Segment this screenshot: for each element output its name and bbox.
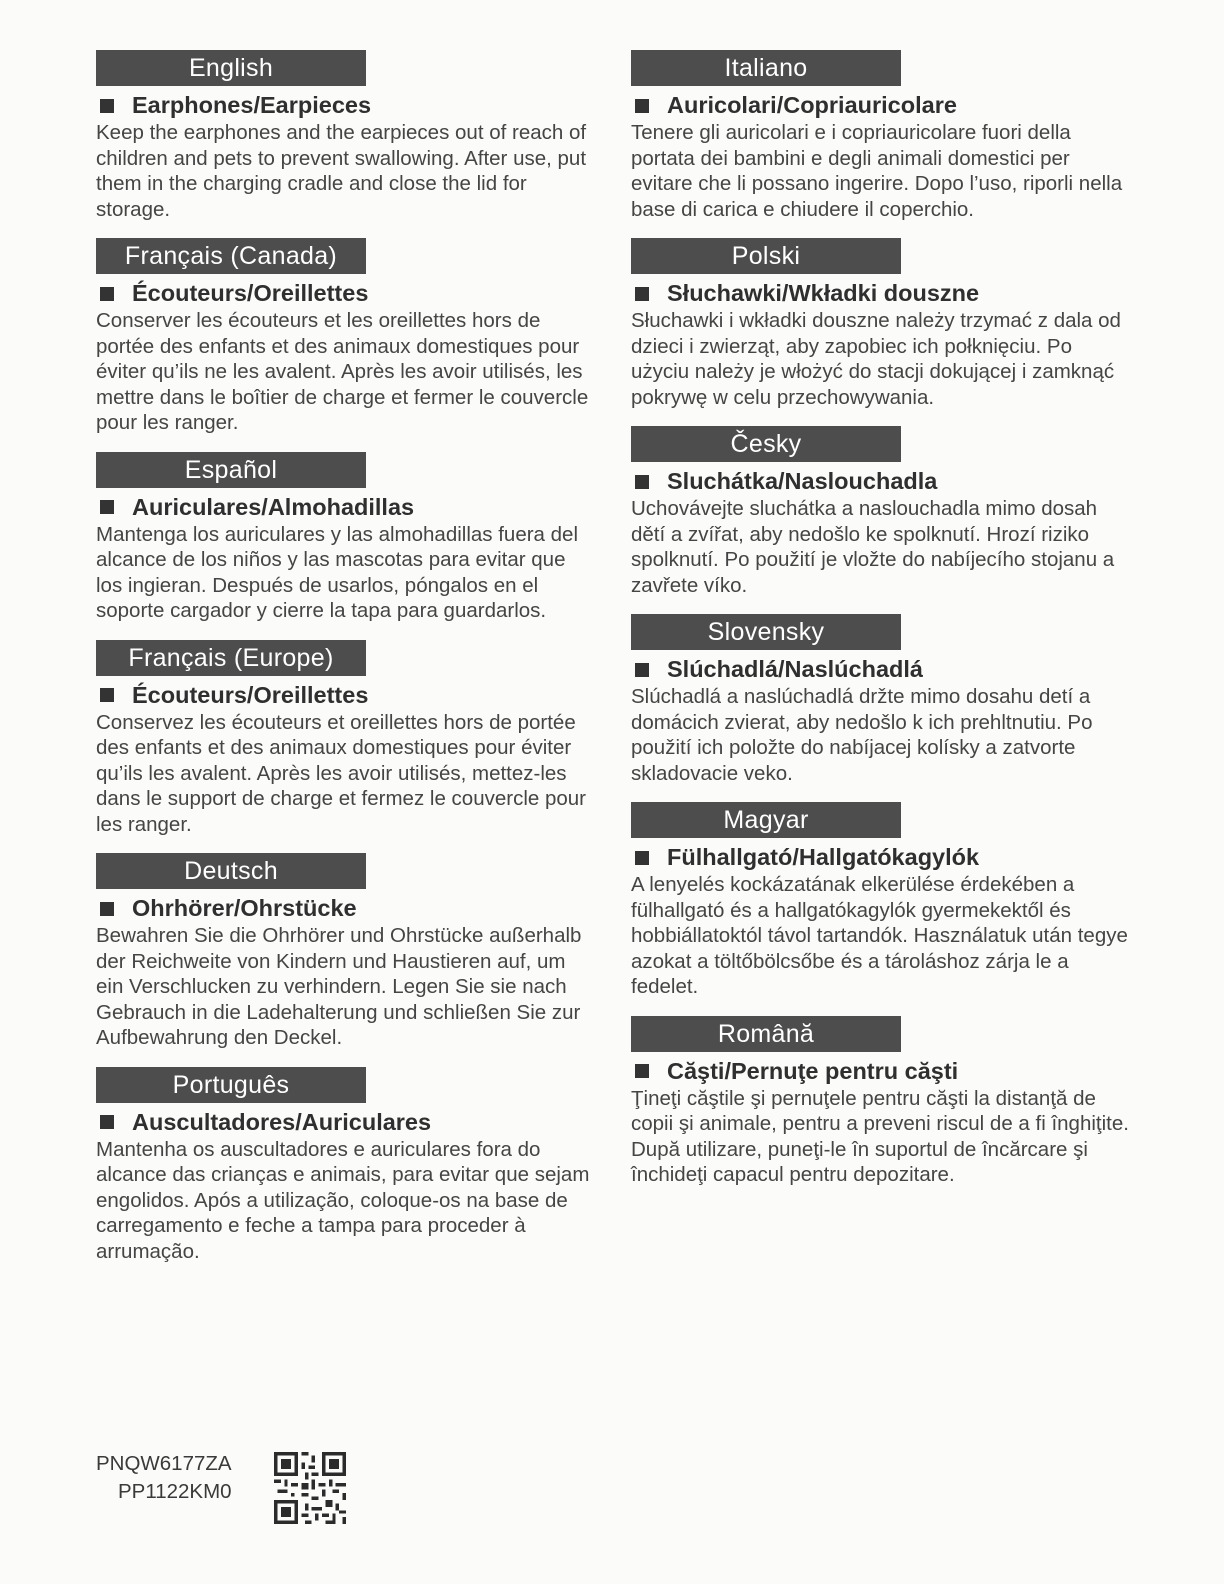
square-bullet-icon	[100, 500, 114, 514]
square-bullet-icon	[100, 1115, 114, 1129]
language-header: Español	[96, 452, 366, 488]
item-title-text: Auscultadores/Auriculares	[132, 1108, 432, 1135]
language-header: Česky	[631, 426, 901, 462]
item-title-text: Écouteurs/Oreillettes	[132, 681, 369, 708]
left-column	[96, 50, 596, 1280]
print-code: PP1122KM0	[117, 1480, 232, 1503]
item-body: Mantenga los auriculares y las almohadillas fuera del alcance de los niños y las mascotas para evitar que los ingieran. Después de usarlos, póngalos en el soporte cargador y cierre la tapa para guardarlos.	[96, 522, 579, 622]
language-header: Română	[631, 1016, 901, 1052]
item-title-text: Slúchadlá/Naslúchadlá	[667, 656, 923, 682]
section-cesky	[631, 426, 1131, 598]
item-title	[631, 844, 1131, 871]
section-slovensky	[631, 614, 1131, 786]
item-body: Slúchadlá a naslúchadlá držte mimo dosahu detí a domácich zvierat, aby nedošlo k ich prehltnutiu. Po použití ich položte do nabíjacej kolísky a zatvorte skladovacie veko.	[631, 685, 1093, 785]
item-title-text: Écouteurs/Oreillettes	[132, 280, 369, 306]
section-italiano	[631, 50, 1131, 222]
section-english	[96, 50, 596, 222]
square-bullet-icon	[635, 1064, 649, 1078]
item-title-text: Earphones/Earpieces	[132, 92, 372, 118]
right-column	[631, 50, 1131, 1204]
item-body: Bewahren Sie die Ohrhörer und Ohrstücke außerhalb der Reichweite von Kindern und Haustieren auf, um ein Verschlucken zu verhindern. Legen Sie sie nach Gebrauch in die Ladehalterung und schließen Sie zur Aufbewahrung den Deckel.	[96, 924, 582, 1049]
square-bullet-icon	[635, 475, 649, 489]
item-body: Ţineţi căştile şi pernuţele pentru căşti la distanţă de copii şi animale, pentru a preveni riscul de a fi înghiţite. După utilizare, puneţi-le în suportul de încărcare şi închideţi capacul pentru depozitare.	[631, 1086, 1129, 1186]
section-magyar	[631, 802, 1131, 1000]
item-title	[631, 280, 1131, 307]
language-header: Português	[96, 1067, 366, 1103]
section-romana	[631, 1016, 1131, 1188]
section-portugues	[96, 1067, 596, 1265]
item-body: A lenyelés kockázatának elkerülése érdekében a fülhallgató és a hallgatókagylók gyermekektől és hobbiállatoktól távol tartandók. Használatuk után tegye azokat a töltőbölcsőbe és a tároláshoz zárja le a fedelet.	[631, 873, 1128, 998]
language-header: Deutsch	[96, 853, 366, 889]
square-bullet-icon	[100, 99, 114, 113]
section-deutsch	[96, 853, 596, 1051]
item-title-text: Auriculares/Almohadillas	[132, 493, 415, 520]
item-title	[96, 92, 596, 119]
item-title	[631, 656, 1131, 683]
item-title	[631, 92, 1131, 119]
item-title	[96, 280, 596, 307]
item-title	[96, 1109, 596, 1136]
qr-code-icon	[274, 1452, 346, 1524]
footer	[96, 1450, 232, 1506]
item-body: Keep the earphones and the earpieces out of reach of children and pets to prevent swallowing. After use, put them in the charging cradle and close the lid for storage.	[96, 121, 587, 221]
square-bullet-icon	[635, 99, 649, 113]
language-header: English	[96, 50, 366, 86]
item-title-text: Căşti/Pernuţe pentru căşti	[667, 1057, 959, 1084]
square-bullet-icon	[635, 663, 649, 677]
item-body: Mantenha os auscultadores e auriculares fora do alcance das crianças e animais, para evitar que sejam engolidos. Após a utilização, coloque-os na base de carregamento e feche a tampa para proceder à arrumação.	[96, 1137, 590, 1263]
language-header: Polski	[631, 238, 901, 274]
item-body: Uchovávejte sluchátka a naslouchadla mimo dosah dětí a zvířat, aby nedošlo ke spolknutí. Hrozí riziko spolknutí. Po použití je vložte do nabíjecího stojanu a zavřete víko.	[631, 497, 1115, 597]
item-title	[631, 468, 1131, 495]
item-body: Słuchawki i wkładki douszne należy trzymać z dala od dzieci i zwierząt, aby zapobiec ich połknięciu. Po użyciu należy je włożyć do stacji dokującej i zamknąć pokrywę w celu przechowywania.	[631, 309, 1121, 409]
item-title	[631, 1058, 1131, 1085]
section-espanol	[96, 452, 596, 624]
item-title	[96, 494, 596, 521]
item-title-text: Auricolari/Copriauricolare	[667, 92, 957, 118]
square-bullet-icon	[100, 902, 114, 916]
language-header: Français (Canada)	[96, 238, 366, 274]
language-header: Italiano	[631, 50, 901, 86]
item-title	[96, 895, 596, 922]
document-code: PNQW6177ZA	[96, 1452, 232, 1475]
language-header: Magyar	[631, 802, 901, 838]
section-francais-canada	[96, 238, 596, 436]
item-title-text: Sluchátka/Naslouchadla	[667, 468, 938, 494]
language-header: Slovensky	[631, 614, 901, 650]
square-bullet-icon	[635, 851, 649, 865]
section-francais-europe	[96, 640, 596, 838]
language-header: Français (Europe)	[96, 640, 366, 676]
item-title-text: Ohrhörer/Ohrstücke	[132, 895, 357, 921]
square-bullet-icon	[100, 688, 114, 702]
item-body: Conservez les écouteurs et oreillettes hors de portée des enfants et des animaux domestiques pour éviter qu’ils les avalent. Après les avoir utilisés, mettez-les dans le support de charge et fermez le couvercle pour les ranger.	[96, 710, 586, 836]
document-codes	[96, 1450, 232, 1506]
item-title-text: Słuchawki/Wkładki douszne	[667, 280, 980, 306]
square-bullet-icon	[635, 287, 649, 301]
item-body: Tenere gli auricolari e i copriauricolare fuori della portata dei bambini e degli animali domestici per evitare che li possano ingerire. Dopo l’uso, riporli nella base di carica e chiudere il coperchio.	[631, 121, 1123, 221]
square-bullet-icon	[100, 287, 114, 301]
item-body: Conserver les écouteurs et les oreillettes hors de portée des enfants et des animaux domestiques pour éviter qu’ils ne les avalent. Après les avoir utilisés, les mettre dans le boîtier de charge et fermer le couvercle pour les ranger.	[96, 309, 589, 434]
section-polski	[631, 238, 1131, 410]
item-title-text: Fülhallgató/Hallgatókagylók	[667, 844, 980, 870]
item-title	[96, 682, 596, 709]
